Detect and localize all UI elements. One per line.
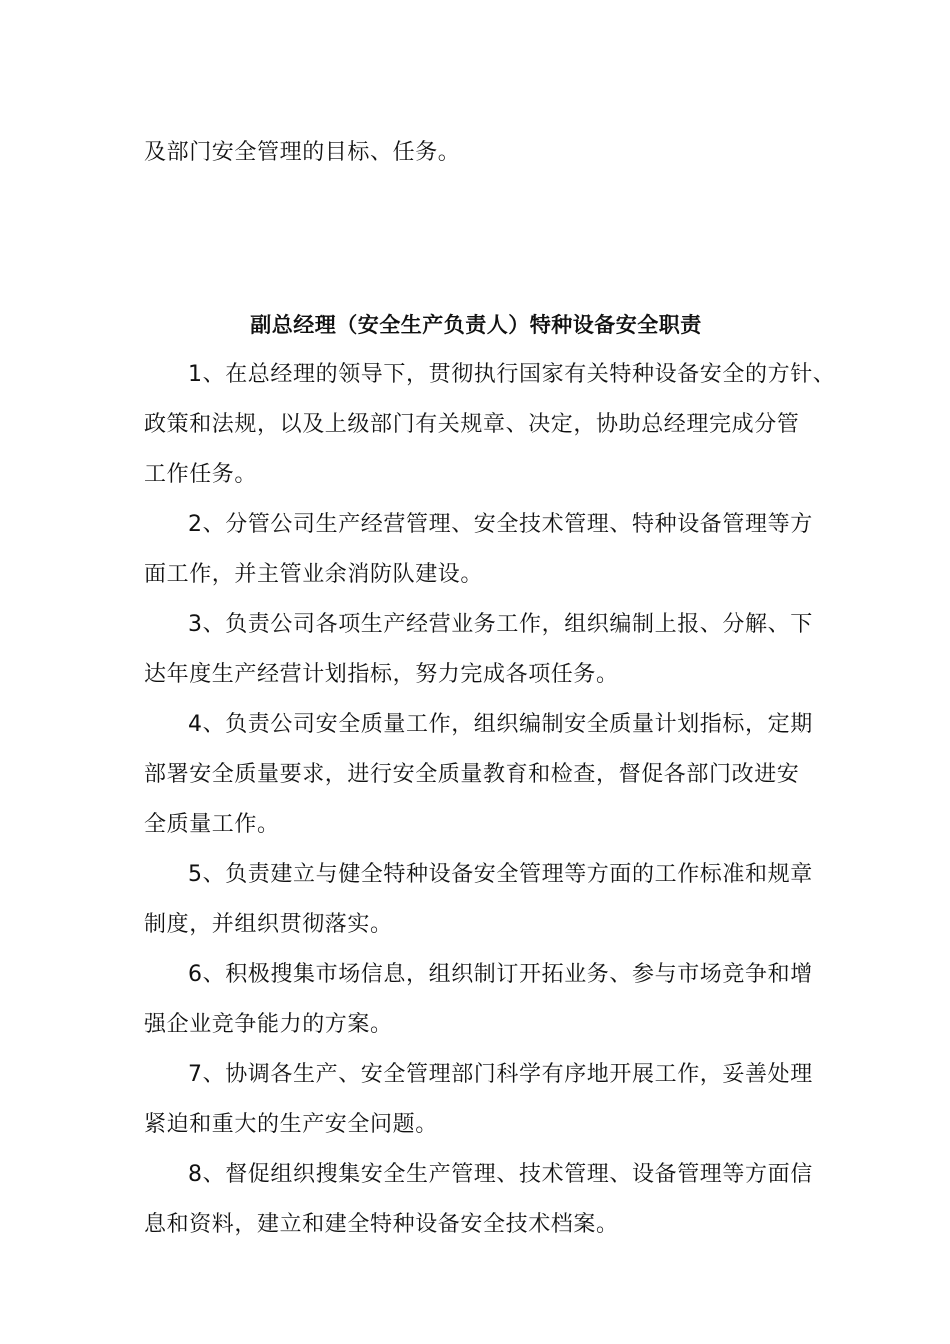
paragraph-line: 强企业竞争能力的方案。: [144, 1012, 393, 1037]
paragraph-3: [144, 600, 813, 700]
paragraph-line: 2、分管公司生产经营管理、安全技术管理、特种设备管理等方: [188, 512, 813, 537]
paragraph-line: 3、负责公司各项生产经营业务工作，组织编制上报、分解、下: [188, 612, 813, 637]
paragraph-line: 政策和法规，以及上级部门有关规章、决定，协助总经理完成分管: [144, 412, 800, 437]
paragraph-line: 4、负责公司安全质量工作，组织编制安全质量计划指标，定期: [188, 712, 813, 737]
paragraph-line: 工作任务。: [144, 462, 258, 487]
paragraph-line: 全质量工作。: [144, 812, 280, 837]
paragraph-line: 制度，并组织贯彻落实。: [144, 912, 393, 937]
paragraph-line: 达年度生产经营计划指标，努力完成各项任务。: [144, 662, 619, 687]
continuation-text: 及部门安全管理的目标、任务。: [144, 140, 461, 165]
document-body: [144, 128, 836, 1250]
paragraph-7: [144, 1050, 813, 1150]
paragraph-line: 6、积极搜集市场信息，组织制订开拓业务、参与市场竞争和增: [188, 962, 813, 987]
paragraph-8: [144, 1150, 813, 1250]
paragraph-line: 紧迫和重大的生产安全问题。: [144, 1112, 438, 1137]
paragraph-5: [144, 850, 813, 950]
paragraph-4: [144, 700, 813, 850]
paragraph-line: 8、督促组织搜集安全生产管理、技术管理、设备管理等方面信: [188, 1162, 813, 1187]
paragraph-6: [144, 950, 813, 1050]
paragraph-line: 息和资料，建立和建全特种设备安全技术档案。: [144, 1212, 619, 1237]
paragraph-line: 部署安全质量要求，进行安全质量教育和检查，督促各部门改进安: [144, 762, 800, 787]
section-heading: 副总经理（安全生产负责人）特种设备安全职责: [250, 313, 702, 337]
paragraph-line: 1、在总经理的领导下，贯彻执行国家有关特种设备安全的方针、: [188, 362, 836, 387]
paragraph-line: 5、负责建立与健全特种设备安全管理等方面的工作标准和规章: [188, 862, 813, 887]
paragraph-1: [144, 350, 836, 500]
paragraph-line: 7、协调各生产、安全管理部门科学有序地开展工作，妥善处理: [188, 1062, 813, 1087]
paragraph-line: 面工作，并主管业余消防队建设。: [144, 562, 484, 587]
paragraph-2: [144, 500, 813, 600]
